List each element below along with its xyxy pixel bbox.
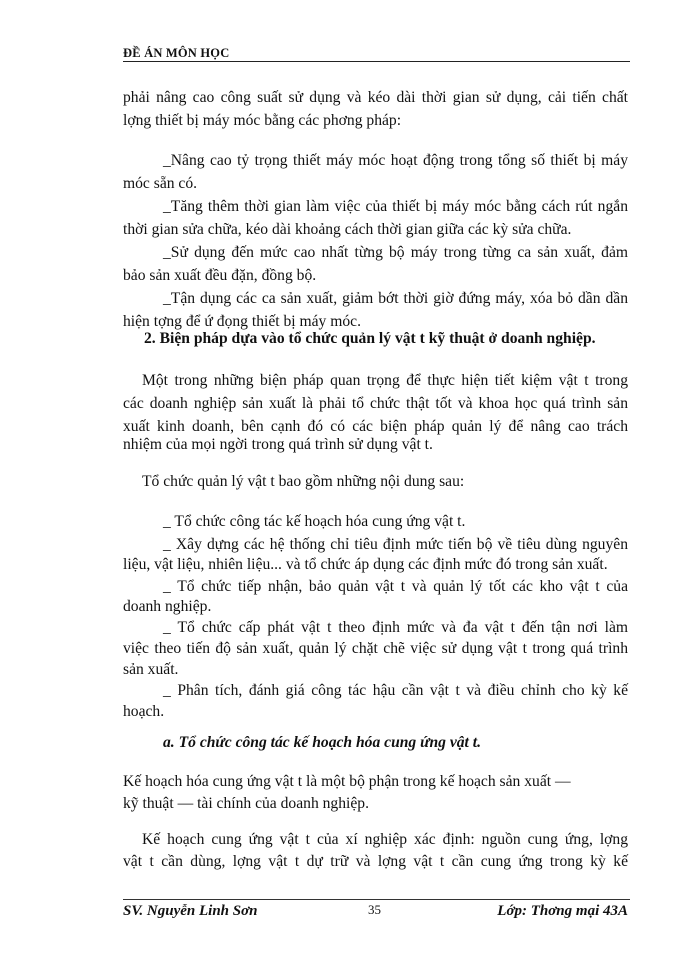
bullet-line: _ Tổ chức công tác kế hoạch hóa cung ứng vật t. xyxy=(163,513,466,530)
body-line: Kế hoạch cung ứng vật t của xí nghiệp xác định: nguồn cung ứng, lợng xyxy=(142,831,628,848)
header-title: ĐỀ ÁN MÔN HỌC xyxy=(123,46,230,60)
section-heading: 2. Biện pháp dựa vào tổ chức quản lý vật t kỹ thuật ở doanh nghiệp. xyxy=(144,330,596,347)
bullet-line: doanh nghiệp. xyxy=(123,598,212,615)
body-line: phải nâng cao công suất sử dụng và kéo dài thời gian sử dụng, cải tiến chất xyxy=(123,89,628,106)
body-line: các doanh nghiệp sản xuất là phải tổ chức thật tốt và khoa học quá trình sản xyxy=(123,395,628,412)
bullet-line: _Nâng cao tỷ trọng thiết máy móc hoạt động trong tổng số thiết bị máy xyxy=(163,152,628,169)
subsection-heading: a. Tổ chức công tác kế hoạch hóa cung ứng vật t. xyxy=(163,734,481,751)
body-line: Tổ chức quản lý vật t bao gồm những nội dung sau: xyxy=(142,473,465,490)
bullet-line: bảo sản xuất đều đặn, đồng bộ. xyxy=(123,267,317,284)
bullet-line: _ Phân tích, đánh giá công tác hậu cần vật t và điều chỉnh cho kỳ kế xyxy=(163,682,628,699)
body-line: xuất kinh doanh, bên cạnh đó có các biện pháp quản lý để nâng cao trách xyxy=(123,418,628,435)
bullet-line: _ Tổ chức cấp phát vật t theo định mức và đa vật t đến tận nơi làm xyxy=(163,619,628,636)
bullet-line: móc sẵn có. xyxy=(123,175,198,192)
body-line: lợng thiết bị máy móc bằng các phơng pháp: xyxy=(123,112,402,129)
page-number: 35 xyxy=(368,902,381,917)
body-line: nhiệm của mọi ngời trong quá trình sử dụng vật t. xyxy=(123,436,433,453)
bullet-line: hiện tợng để ứ đọng thiết bị máy móc. xyxy=(123,313,362,330)
bullet-line: _Sử dụng đến mức cao nhất từng bộ máy trong từng ca sản xuất, đảm xyxy=(163,244,628,261)
body-line: Kế hoạch hóa cung ứng vật t là một bộ phận trong kế hoạch sản xuất — xyxy=(123,773,571,790)
bullet-line: liệu, vật liệu, nhiên liệu... và tổ chức áp dụng các định mức đó trong sản xuất. xyxy=(123,556,608,573)
bullet-line: sản xuất. xyxy=(123,661,179,678)
page-header xyxy=(123,47,630,62)
bullet-line: _ Xây dựng các hệ thống chỉ tiêu định mức tiến bộ về tiêu dùng nguyên xyxy=(163,536,628,553)
bullet-line: thời gian sửa chữa, kéo dài khoảng cách thời gian giữa các kỳ sửa chữa. xyxy=(123,221,572,238)
footer-student: SV. Nguyễn Linh Sơn xyxy=(123,903,258,919)
bullet-line: _ Tổ chức tiếp nhận, bảo quản vật t và quản lý tốt các kho vật t của xyxy=(163,578,628,595)
bullet-line: _Tăng thêm thời gian làm việc của thiết bị máy móc bằng cách rút ngắn xyxy=(163,198,628,215)
footer-class: Lớp: Thơng mại 43A xyxy=(497,903,628,919)
body-line: Một trong những biện pháp quan trọng để thực hiện tiết kiệm vật t trong xyxy=(142,372,628,389)
body-line: vật t cần dùng, lợng vật t dự trữ và lợng vật t cần cung ứng trong kỳ kế xyxy=(123,853,628,870)
bullet-line: việc theo tiến độ sản xuất, quản lý chặt chẽ việc sử dụng vật t trong quá trình xyxy=(123,640,628,657)
bullet-line: _Tận dụng các ca sản xuất, giảm bớt thời giờ đứng máy, xóa bỏ dần dần xyxy=(163,290,628,307)
body-line: kỹ thuật — tài chính của doanh nghiệp. xyxy=(123,795,369,812)
bullet-line: hoạch. xyxy=(123,703,165,720)
footer-rule xyxy=(123,899,630,900)
